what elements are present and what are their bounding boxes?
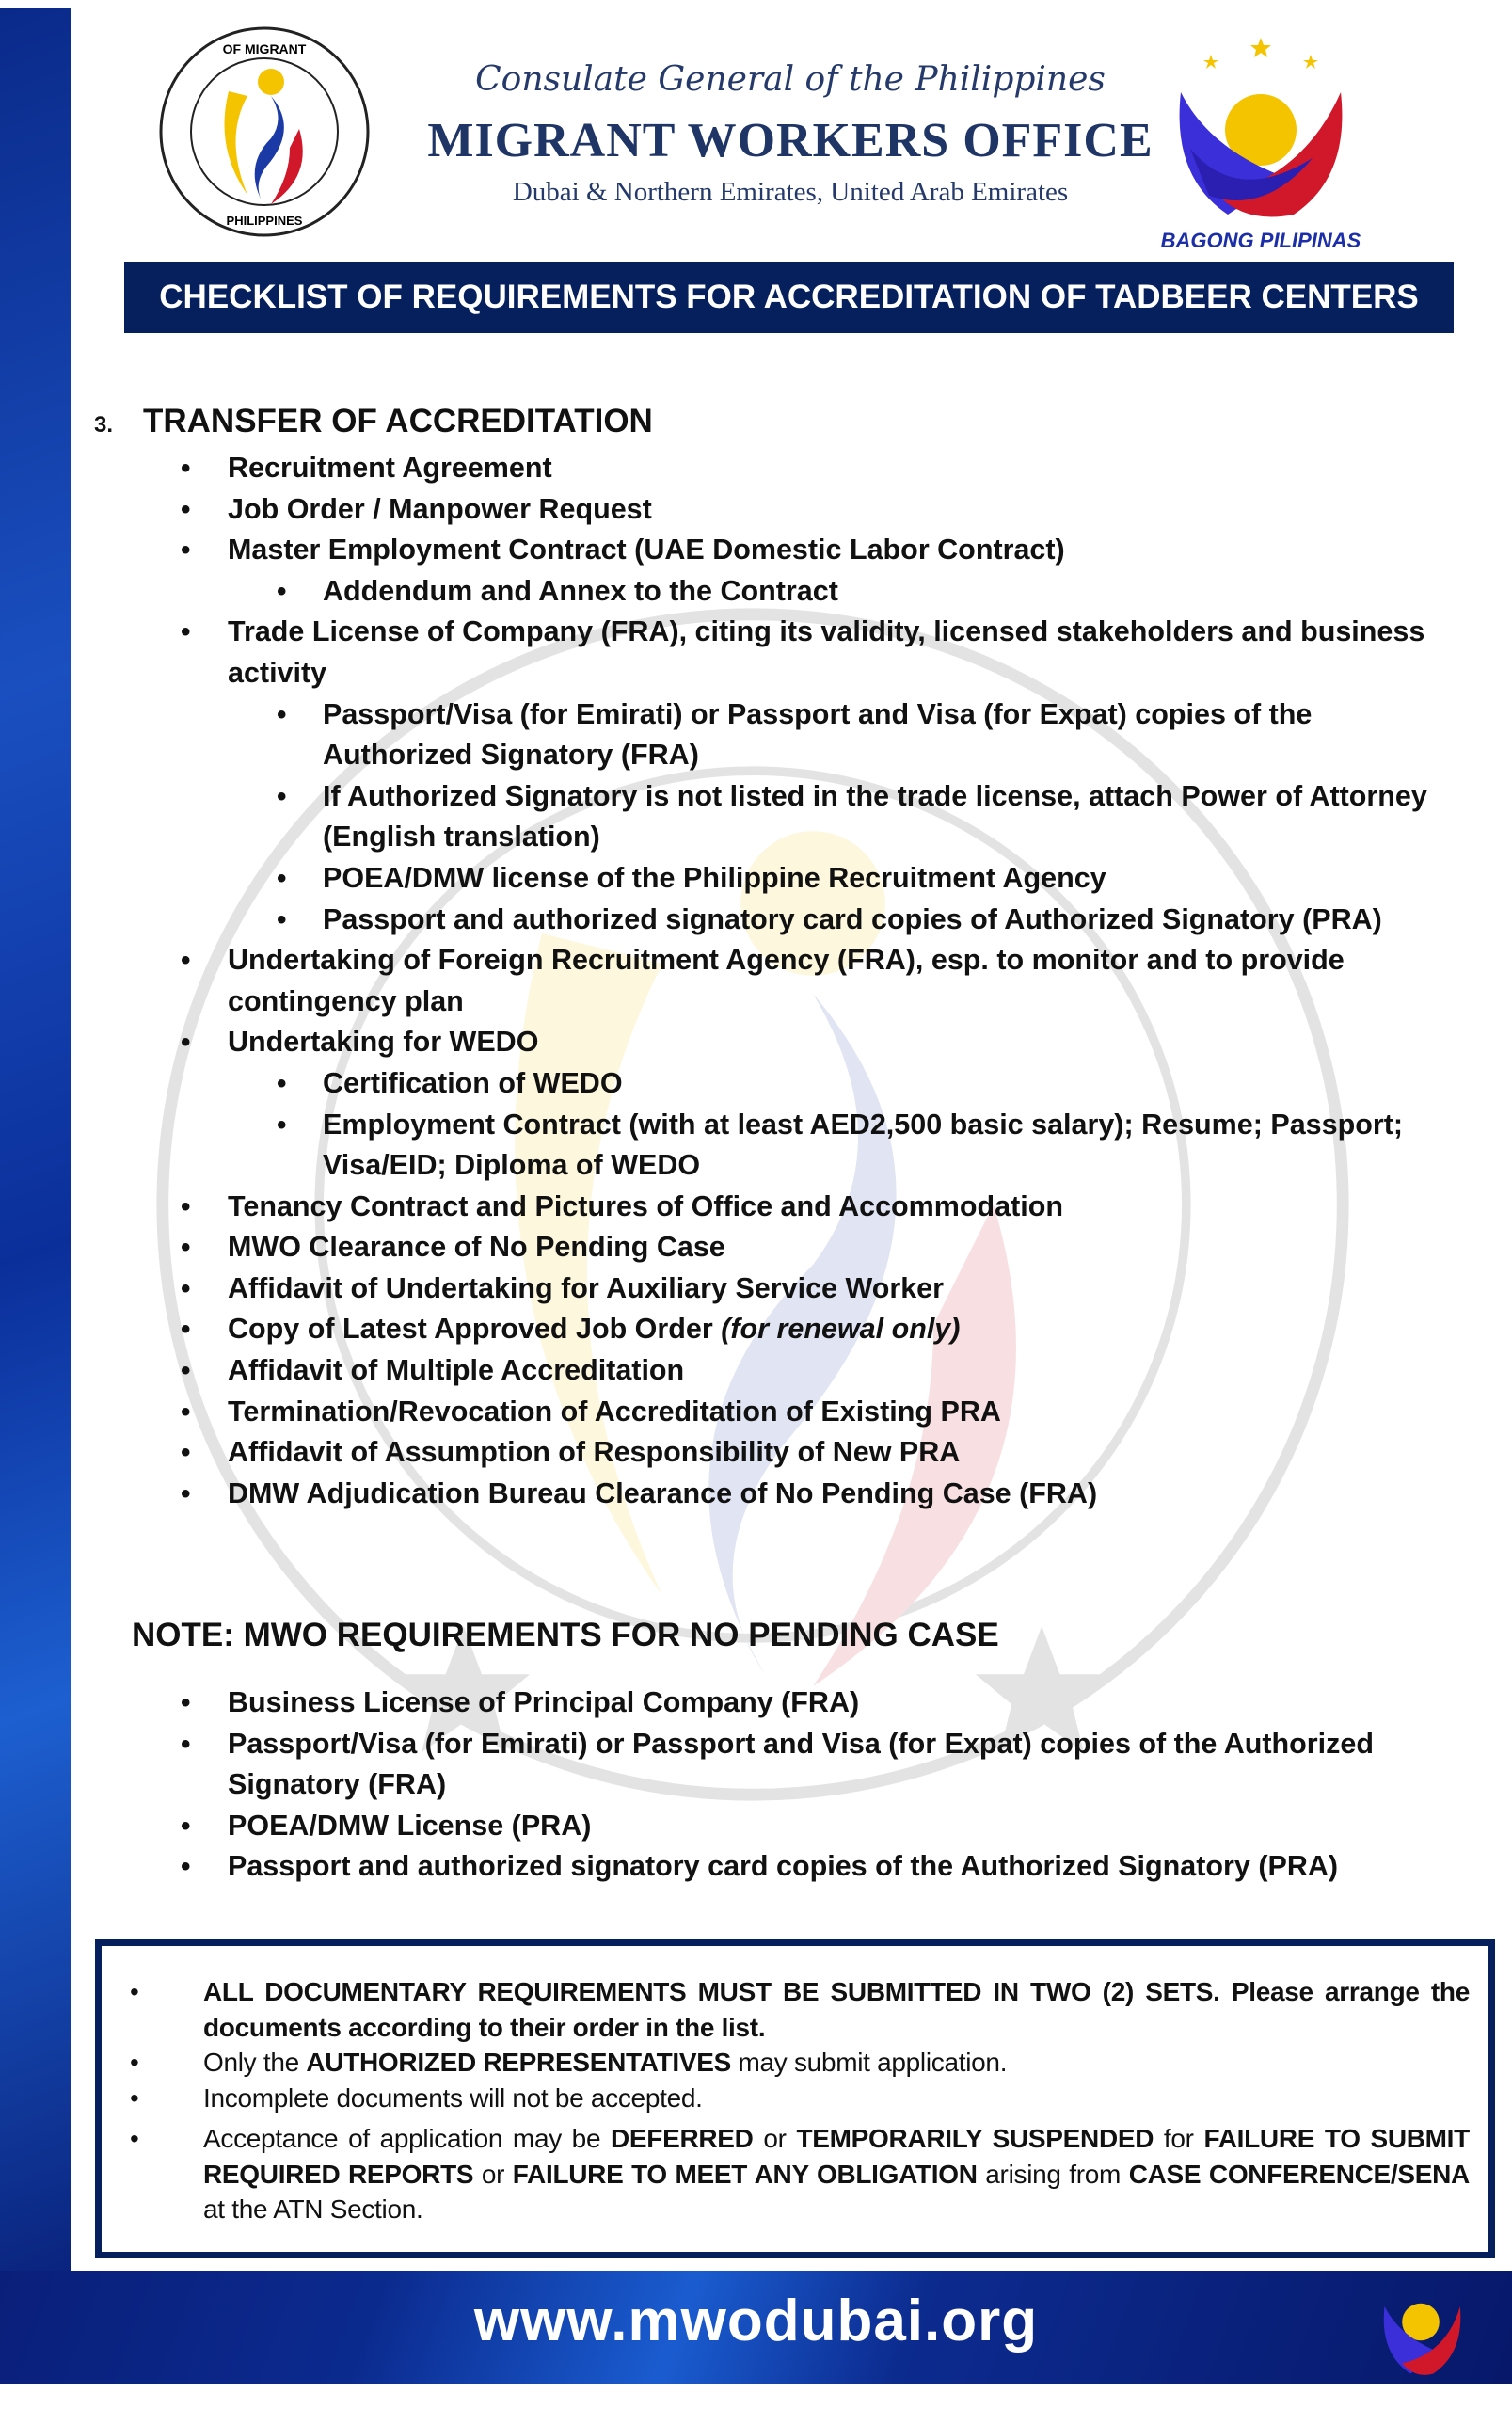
requirement-text: Undertaking of Foreign Recruitment Agency (FRA), esp. to monitor and to provide contingency plan: [228, 944, 1345, 1017]
requirement-text: Copy of Latest Approved Job Order: [228, 1313, 722, 1346]
requirement-text: MWO Clearance of No Pending Case: [228, 1231, 725, 1264]
note-item: • Passport and authorized signatory card copies of the Authorized Signatory (PRA): [0, 1846, 1432, 1888]
footer-banner: [0, 2271, 1512, 2384]
notice-text: Only the: [203, 2048, 307, 2077]
requirement-item: [0, 1474, 1432, 1515]
requirement-item: [0, 1227, 1432, 1268]
requirement-text: Master Employment Contract (UAE Domestic Labor Contract): [228, 534, 1065, 566]
requirement-text: Addendum and Annex to the Contract: [323, 574, 838, 607]
requirement-item: [0, 530, 1432, 571]
requirement-text: Employment Contract (with at least AED2,500 basic salary); Resume; Passport; Visa/EID; Diploma of WEDO: [323, 1108, 1404, 1182]
requirement-item: [0, 1268, 1432, 1310]
requirement-text: Recruitment Agreement: [228, 452, 552, 484]
checklist-title-bar: [124, 262, 1454, 333]
office-location: Dubai & Northern Emirates, United Arab Emirates: [512, 177, 1069, 207]
notice-text: arising from: [977, 2159, 1129, 2189]
notice-text: or: [753, 2124, 797, 2153]
note-item: • POEA/DMW License (PRA): [0, 1806, 1432, 1847]
notice-item: [102, 2081, 1488, 2116]
dmw-seal-logo: [158, 25, 371, 238]
notice-item: [102, 2121, 1488, 2227]
consulate-name: Consulate General of the Philippines: [475, 60, 1106, 99]
note-item: • Business License of Principal Company (FRA): [0, 1683, 1432, 1724]
requirement-text: Affidavit of Multiple Accreditation: [228, 1354, 685, 1387]
transfer-requirements-list: [0, 448, 1512, 1514]
notice-text: for: [1154, 2124, 1204, 2153]
requirement-item: [0, 1309, 1432, 1350]
office-name: MIGRANT WORKERS OFFICE: [427, 114, 1154, 168]
section-title: TRANSFER OF ACCREDITATION: [143, 403, 653, 439]
notice-text: AUTHORIZED REPRESENTATIVES: [306, 2048, 732, 2077]
sub-requirement-item: [0, 694, 1433, 776]
requirement-text: Undertaking for WEDO: [228, 1026, 539, 1059]
requirement-text: Passport/Visa (for Emirati) or Passport and Visa (for Expat) copies of the Authorized Signatory (FRA): [323, 697, 1313, 772]
requirement-text: DMW Adjudication Bureau Clearance of No Pending Case (FRA): [228, 1476, 1098, 1509]
website-link[interactable]: www.mwodubai.org: [473, 2289, 1039, 2353]
requirement-item: [0, 1432, 1432, 1474]
requirement-item: [0, 1187, 1432, 1228]
notice-text: may submit application.: [731, 2048, 1008, 2077]
no-pending-case-requirements-list: [0, 1683, 1512, 1888]
requirement-item: [0, 1022, 1432, 1063]
bagong-pilipinas-wordmark: BAGONG PILIPINAS: [1160, 229, 1361, 252]
sub-requirement-item: [0, 1105, 1433, 1187]
requirement-note: (for renewal only): [721, 1313, 961, 1346]
bagong-pilipinas-small-logo: [1369, 2275, 1472, 2379]
svg-text:OF MIGRANT: OF MIGRANT: [222, 41, 307, 56]
notice-text: FAILURE TO SUBMIT REQUIRED REPORTS: [203, 2124, 1470, 2189]
section-number: 3.: [94, 412, 114, 438]
requirement-text: If Authorized Signatory is not listed in the trade license, attach Power of Attorney (English translation): [323, 779, 1427, 854]
sub-requirement-item: [0, 858, 1433, 900]
notice-text: Acceptance of application may be: [203, 2124, 611, 2153]
notice-text: DEFERRED: [610, 2124, 754, 2153]
note-item: • Passport/Visa (for Emirati) or Passport and Visa (for Expat) copies of the Authorized Signatory (FRA): [0, 1724, 1432, 1806]
svg-text:PHILIPPINES: PHILIPPINES: [226, 214, 303, 228]
notice-text: ALL DOCUMENTARY REQUIREMENTS MUST BE SUBMITTED IN TWO (2) SETS. Please arrange the documents according to their order in the list.: [203, 1977, 1470, 2042]
notice-item: [102, 1974, 1488, 2045]
sub-requirement-item: [0, 571, 1433, 613]
notice-text: or: [473, 2159, 513, 2189]
sub-requirement-item: [0, 776, 1433, 858]
notice-text: CASE CONFERENCE/SENA: [1128, 2159, 1470, 2189]
notice-text: at the ATN Section.: [203, 2194, 423, 2224]
important-notice-box: [95, 1939, 1495, 2258]
checklist-title: CHECKLIST OF REQUIREMENTS FOR ACCREDITATION OF TADBEER CENTERS: [159, 279, 1419, 315]
notice-text: Incomplete documents will not be accepted.: [203, 2082, 703, 2113]
requirement-text: Job Order / Manpower Request: [228, 492, 652, 525]
bagong-pilipinas-logo: [1153, 36, 1369, 252]
notice-list: [102, 1974, 1488, 2227]
requirement-text: Trade License of Company (FRA), citing its validity, licensed stakeholders and business activity: [228, 615, 1425, 689]
requirement-text: Termination/Revocation of Accreditation of Existing PRA: [228, 1395, 1001, 1428]
requirement-text: Affidavit of Assumption of Responsibility of New PRA: [228, 1436, 961, 1469]
note-heading: NOTE: MWO REQUIREMENTS FOR NO PENDING CASE: [132, 1617, 999, 1653]
requirement-text: POEA/DMW license of the Philippine Recruitment Agency: [323, 861, 1106, 894]
sub-requirement-item: [0, 1063, 1433, 1105]
requirement-item: [0, 489, 1432, 531]
notice-text: TEMPORARILY SUSPENDED: [796, 2124, 1154, 2153]
requirement-item: [0, 612, 1432, 694]
requirement-item: [0, 1392, 1432, 1433]
requirement-text: Tenancy Contract and Pictures of Office and Accommodation: [228, 1189, 1064, 1222]
requirement-item: [0, 448, 1432, 489]
requirement-item: [0, 940, 1432, 1022]
notice-text: FAILURE TO MEET ANY OBLIGATION: [512, 2159, 978, 2189]
sub-requirement-item: [0, 900, 1433, 941]
requirement-item: [0, 1350, 1432, 1392]
requirement-text: Affidavit of Undertaking for Auxiliary Service Worker: [228, 1271, 944, 1304]
requirement-text: Certification of WEDO: [323, 1066, 623, 1099]
section-heading: [94, 403, 653, 440]
requirement-text: Passport and authorized signatory card copies of Authorized Signatory (PRA): [323, 902, 1382, 935]
notice-item: [102, 2045, 1488, 2081]
